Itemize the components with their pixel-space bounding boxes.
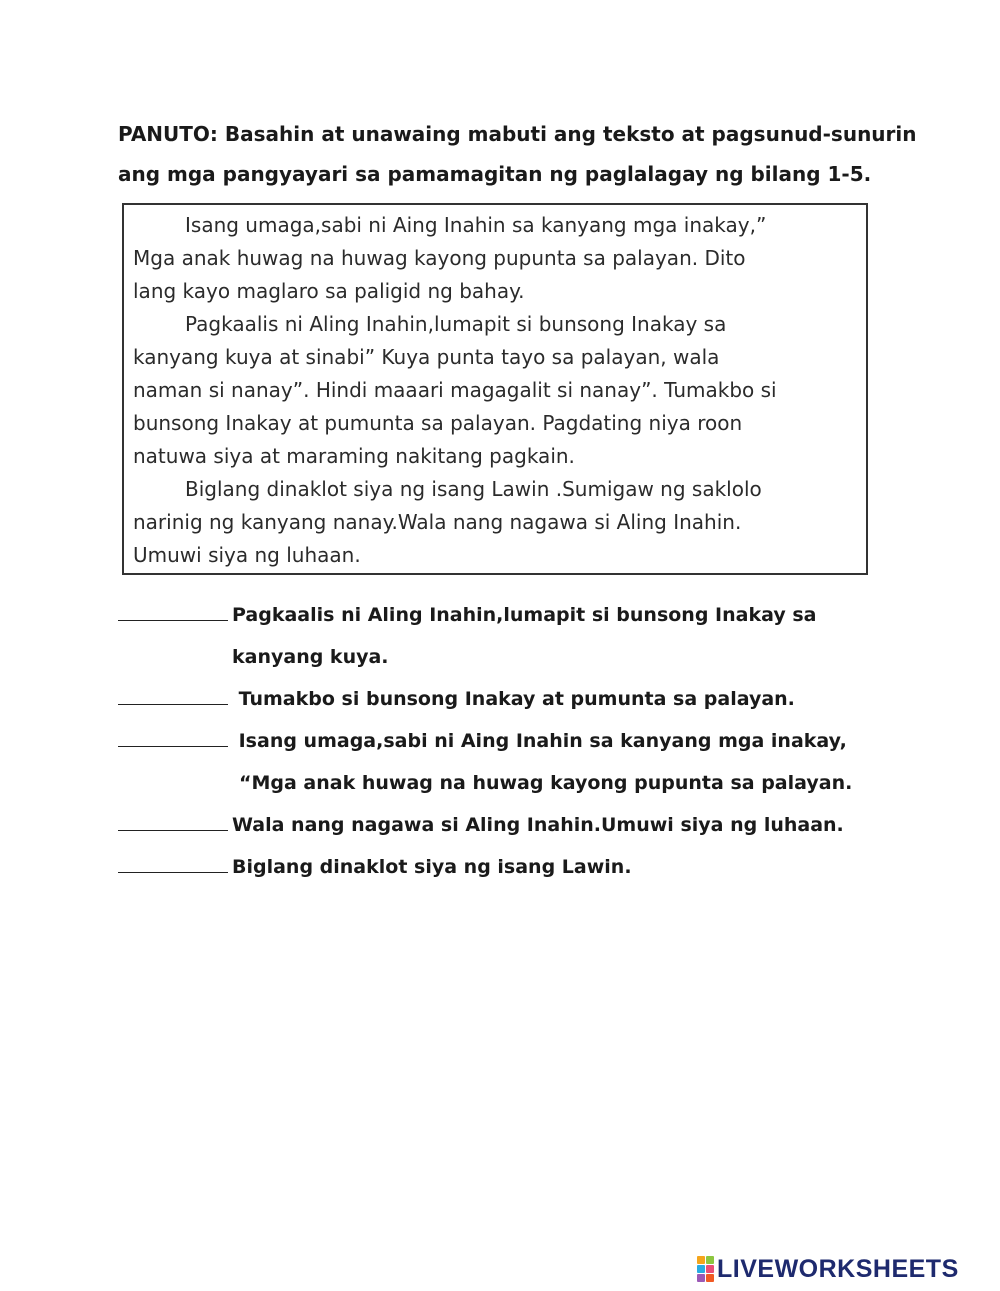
answer-item-3-continued: [118, 762, 918, 804]
story-line: naman si nanay”. Hindi maaari magagalit si nanay”. Tumakbo si: [133, 378, 777, 402]
answer-blank-4[interactable]: [118, 804, 228, 831]
logo-square: [697, 1256, 705, 1264]
story-line: natuwa siya at maraming nakitang pagkain.: [133, 444, 575, 468]
answer-text: Tumakbo si bunsong Inakay at pumunta sa palayan.: [232, 688, 795, 710]
answer-item-4: [118, 804, 918, 846]
logo-mark-icon: [697, 1256, 714, 1282]
story-line: Biglang dinaklot siya ng isang Lawin .Sumigaw ng saklolo: [185, 477, 762, 501]
story-line: lang kayo maglaro sa paligid ng bahay.: [133, 279, 525, 303]
logo-text: LIVEWORKSHEETS: [717, 1254, 959, 1283]
logo-square: [697, 1274, 705, 1282]
logo-square: [697, 1265, 705, 1273]
answer-text: Biglang dinaklot siya ng isang Lawin.: [232, 856, 632, 878]
answer-text: Wala nang nagawa si Aling Inahin.Umuwi siya ng luhaan.: [232, 814, 844, 836]
answer-item-3: [118, 720, 918, 762]
instructions: [118, 114, 917, 194]
liveworksheets-logo[interactable]: [697, 1254, 959, 1284]
answer-text: Pagkaalis ni Aling Inahin,lumapit si bunsong Inakay sa: [232, 604, 817, 626]
answer-list: [118, 594, 918, 888]
answer-item-5: [118, 846, 918, 888]
answer-text: kanyang kuya.: [232, 646, 389, 668]
logo-square: [706, 1256, 714, 1264]
story-line: Umuwi siya ng luhaan.: [133, 543, 361, 567]
story-line: Mga anak huwag na huwag kayong pupunta sa palayan. Dito: [133, 246, 746, 270]
logo-square: [706, 1265, 714, 1273]
answer-blank-3[interactable]: [118, 720, 228, 747]
story-line: narinig ng kanyang nanay.Wala nang nagawa si Aling Inahin.: [133, 510, 742, 534]
story-line: bunsong Inakay at pumunta sa palayan. Pagdating niya roon: [133, 411, 743, 435]
answer-blank-5[interactable]: [118, 846, 228, 873]
story-line: Isang umaga,sabi ni Aing Inahin sa kanyang mga inakay,”: [185, 213, 767, 237]
story-line: kanyang kuya at sinabi” Kuya punta tayo sa palayan, wala: [133, 345, 720, 369]
story-box: [122, 203, 868, 575]
answer-item-1-continued: [118, 636, 918, 678]
answer-text: “Mga anak huwag na huwag kayong pupunta sa palayan.: [239, 772, 853, 794]
logo-square: [706, 1274, 714, 1282]
answer-blank-2[interactable]: [118, 678, 228, 705]
answer-item-1: [118, 594, 918, 636]
instructions-line-2: ang mga pangyayari sa pamamagitan ng paglalagay ng bilang 1-5.: [118, 162, 872, 186]
answer-text: Isang umaga,sabi ni Aing Inahin sa kanyang mga inakay,: [232, 730, 847, 752]
story-line: Pagkaalis ni Aling Inahin,lumapit si bunsong Inakay sa: [185, 312, 727, 336]
instructions-line-1: PANUTO: Basahin at unawaing mabuti ang teksto at pagsunud-sunurin: [118, 122, 917, 146]
answer-item-2: [118, 678, 918, 720]
answer-blank-1[interactable]: [118, 594, 228, 621]
